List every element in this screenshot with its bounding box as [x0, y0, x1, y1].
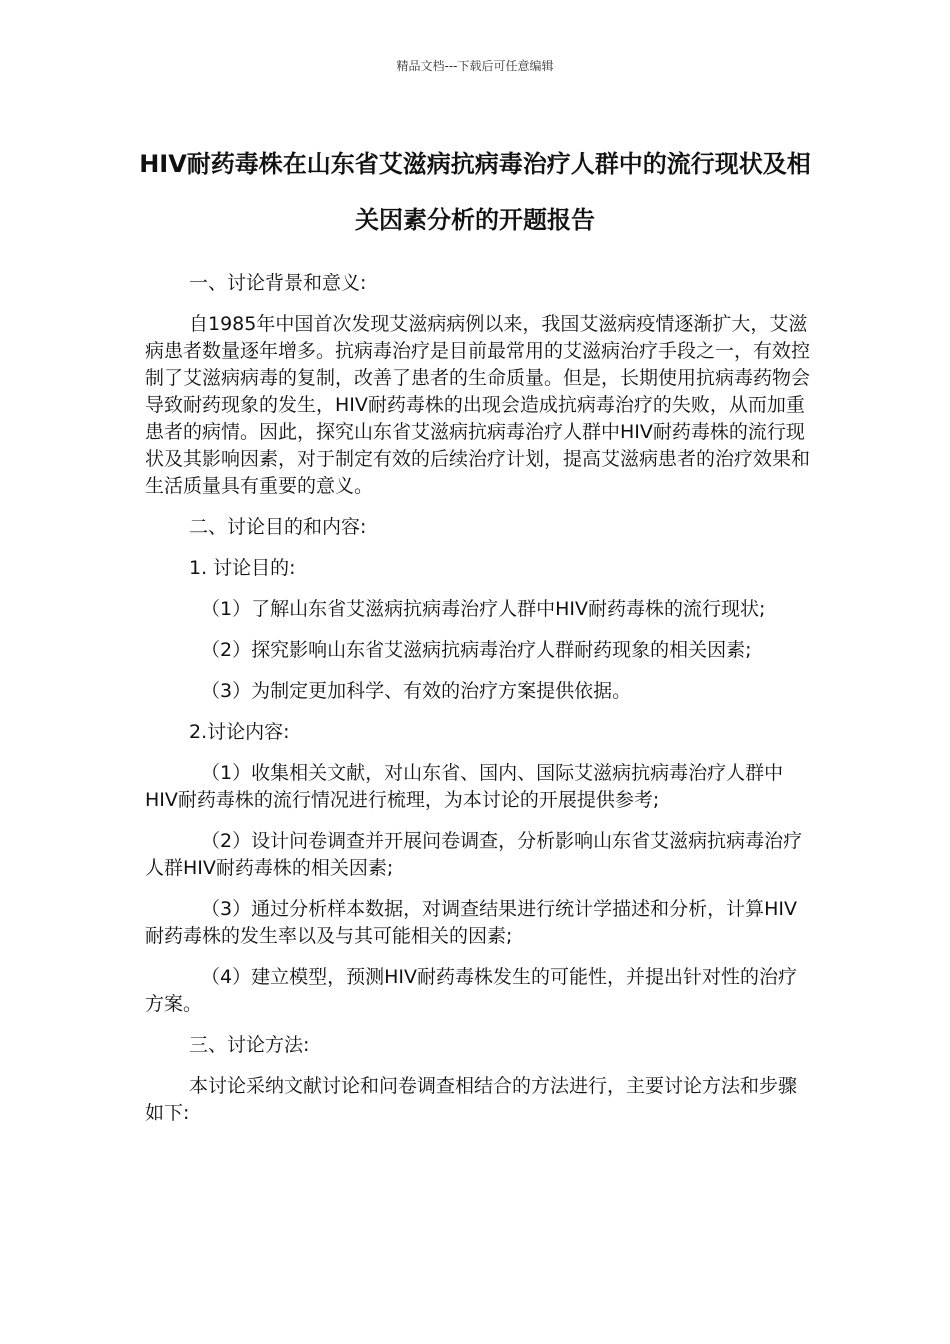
section-3-body: 本讨论采纳文献讨论和问卷调查相结合的方法进行，主要讨论方法和步骤如下:: [145, 1075, 798, 1124]
content-item-2: （2）设计问卷调查并开展问卷调查，分析影响山东省艾滋病抗病毒治疗人群HIV耐药毒株的相关因素;: [145, 830, 803, 879]
header-note: 精品文档---下载后可任意编辑: [396, 59, 554, 73]
section-1-heading: 一、讨论背景和意义:: [189, 272, 367, 294]
section-2-goal-heading: 1. 讨论目的:: [189, 557, 296, 579]
goal-item-1: （1）了解山东省艾滋病抗病毒治疗人群中HIV耐药毒株的流行现状;: [201, 598, 766, 620]
goal-item-2: （2）探究影响山东省艾滋病抗病毒治疗人群耐药现象的相关因素;: [201, 639, 752, 661]
section-2-heading: 二、讨论目的和内容:: [189, 516, 367, 538]
goal-item-3: （3）为制定更加科学、有效的治疗方案提供依据。: [201, 680, 632, 702]
section-2-content-heading: 2.讨论内容:: [189, 721, 290, 743]
content-item-3: （3）通过分析样本数据，对调查结果进行统计学描述和分析，计算HIV耐药毒株的发生率以及与其可能相关的因素;: [145, 898, 797, 947]
document-body: [145, 270, 810, 1141]
content-item-4: （4）建立模型，预测HIV耐药毒株发生的可能性，并提出针对性的治疗方案。: [145, 966, 797, 1015]
section-3-heading: 三、讨论方法:: [189, 1034, 310, 1056]
content-item-1: （1）收集相关文献，对山东省、国内、国际艾滋病抗病毒治疗人群中HIV耐药毒株的流行情况进行梳理，为本讨论的开展提供参考;: [145, 762, 784, 811]
section-1-body: 自1985年中国首次发现艾滋病病例以来，我国艾滋病疫情逐渐扩大，艾滋病患者数量逐年增多。抗病毒治疗是目前最常用的艾滋病治疗手段之一，有效控制了艾滋病病毒的复制，改善了患者的生命质量。但是，长期使用抗病毒药物会导致耐药现象的发生，HIV耐药毒株的出现会造成抗病毒治疗的失败，从而加重患者的病情。因此，探究山东省艾滋病抗病毒治疗人群中HIV耐药毒株的流行现状及其影响因素，对于制定有效的后续治疗计划，提高艾滋病患者的治疗效果和生活质量具有重要的意义。: [145, 313, 811, 497]
document-title: HIV耐药毒株在山东省艾滋病抗病毒治疗人群中的流行现状及相关因素分析的开题报告: [139, 150, 811, 234]
